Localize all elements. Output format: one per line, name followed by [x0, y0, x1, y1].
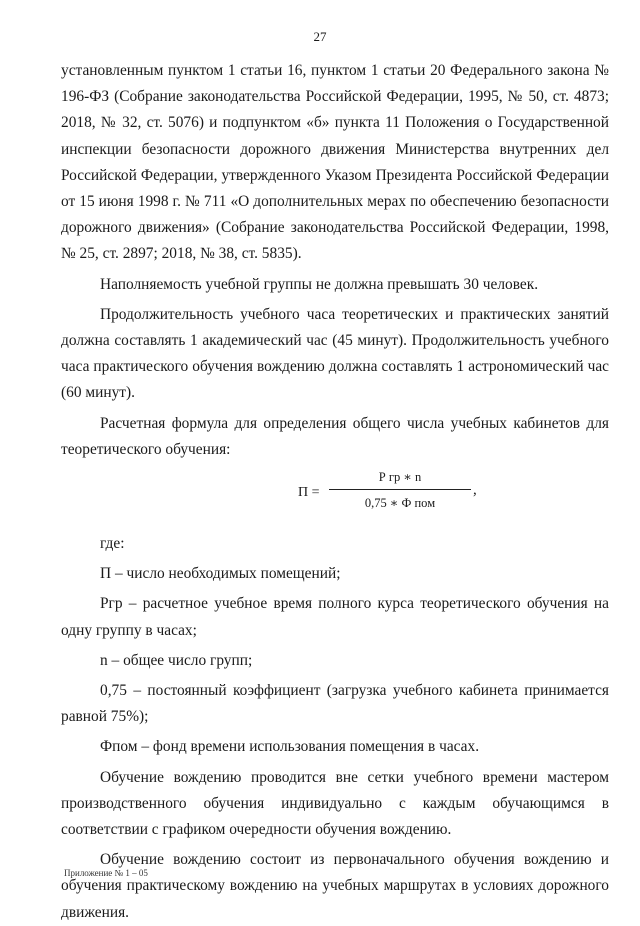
- definition-coefficient: 0,75 – постоянный коэффициент (загрузка учебного кабинета принимается равной 75%);: [61, 682, 609, 726]
- paragraph-driving-stages: Обучение вождению состоит из первоначального обучения вождению и обучения практическому вождению на учебных маршрутах в условиях дорожного движения.: [61, 851, 609, 921]
- definition-p: П – число необходимых помещений;: [100, 565, 341, 583]
- definition-n: n – общее число групп;: [100, 651, 253, 669]
- paragraph-group-size: Наполняемость учебной группы не должна превышать 30 человек.: [100, 275, 539, 293]
- footer-note: Приложение № 1 – 05: [64, 868, 148, 878]
- formula-comma: ,: [473, 482, 477, 499]
- paragraph-driving-schedule: Обучение вождению проводится вне сетки учебного времени мастером производственного обучения индивидуально с каждым обучающимся в соответствии с графиком очередности обучения вождению.: [61, 768, 609, 839]
- fraction-bar: [329, 489, 471, 490]
- definition-fpom: Фпом – фонд времени использования помещения в часах.: [100, 738, 480, 756]
- paragraph-legal-basis: установленным пунктом 1 статьи 16, пунктом 1 статьи 20 Федерального закона № 196-ФЗ (Собрание законодательства Российской Федерации, 1995, № 50, ст. 4873; 2018, № 32, ст. 5076) и подпунктом «б» пункта 11 Положения о Государственной инспекции безопасности дорожного движения Министерства внутренних дел Российской Федерации, утвержденного Указом Президента Российской Федерации от 15 июня 1998 г. № 711 «О дополнительных мерах по обеспечению безопасности дорожного движения» (Собрание законодательства Российской Федерации, 1998, № 25, ст. 2897; 2018, № 38, ст. 5835).: [61, 62, 609, 263]
- paragraph-lesson-duration: Продолжительность учебного часа теоретических и практических занятий должна составлять 1 академический час (45 минут). Продолжительность учебного часа практического обучения вождению должна составлять 1 астрономический час (60 минут).: [61, 305, 609, 402]
- formula-numerator: Р гр ∗ n: [378, 470, 422, 485]
- paragraph-formula-intro: Расчетная формула для определения общего числа учебных кабинетов для теоретического обучения:: [61, 414, 609, 458]
- formula-fraction: [329, 467, 471, 513]
- page-number: 27: [313, 29, 327, 44]
- formula-denominator: 0,75 ∗ Ф пом: [364, 496, 436, 511]
- document-body: [61, 58, 609, 926]
- classroom-formula: [61, 467, 609, 523]
- where-label: где:: [100, 535, 125, 553]
- definition-rgr: Ргр – расчетное учебное время полного курса теоретического обучения на одну группу в часах;: [61, 595, 609, 639]
- formula-lhs: П =: [298, 485, 320, 501]
